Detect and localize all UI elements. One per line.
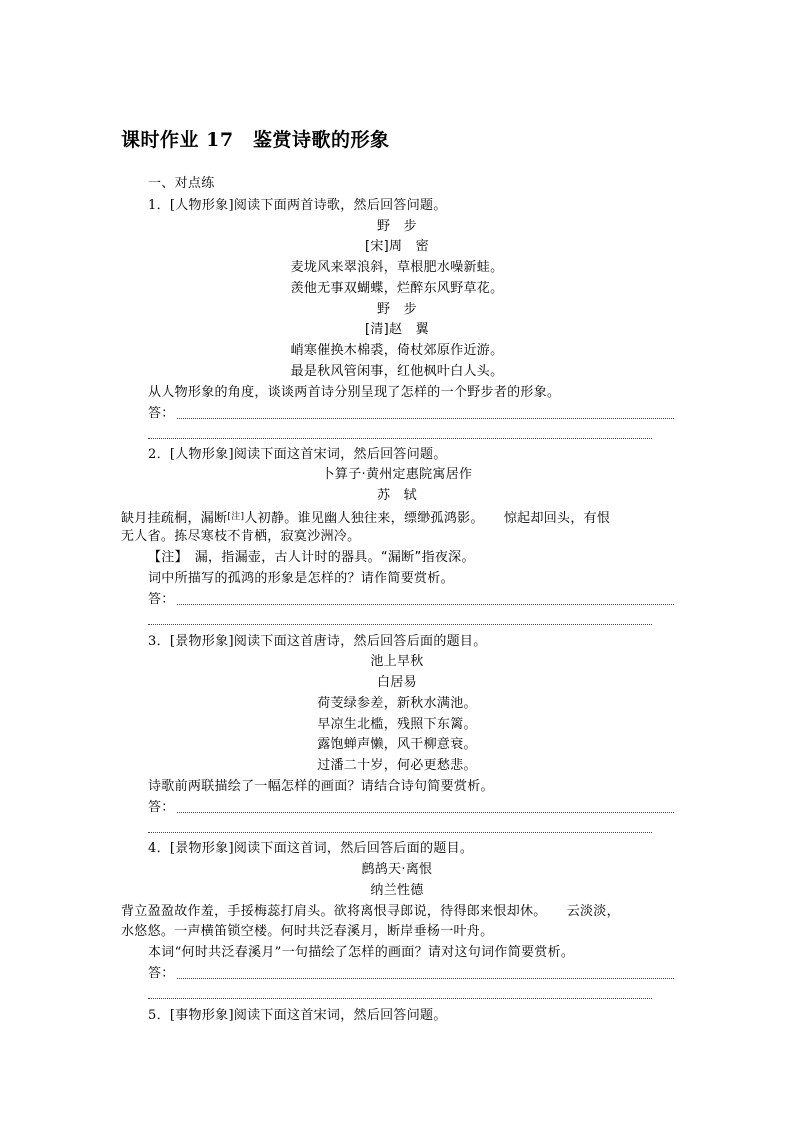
q2-poem-text-line2: 无人省。拣尽寒枝不肯栖，寂寞沙洲冷。 xyxy=(121,529,361,544)
q4-stem: 4．[景物形象]阅读下面这首词，然后回答后面的题目。 xyxy=(148,841,474,856)
q4-question: 本词“何时共泛春溪月”一句描绘了怎样的画面？请对这句词作简要赏析。 xyxy=(148,945,575,960)
q2-stem: 2．[人物形象]阅读下面这首宋词，然后回答问题。 xyxy=(148,447,447,462)
answer-line[interactable] xyxy=(148,438,652,439)
q3-poem-line: 早凉生北槛，残照下东篱。 xyxy=(317,717,477,732)
q1-poem1-line: 麦垅风来翠浪斜，草根肥水噪新蛙。 xyxy=(290,260,504,275)
answer-line[interactable] xyxy=(148,624,652,625)
q1-poem1-line: 羡他无事双蝴蝶，烂醉东风野草花。 xyxy=(290,281,504,296)
answer-label: 答： xyxy=(148,800,175,815)
q4-poem-author: 纳兰性德 xyxy=(370,883,424,898)
q1-poem2-line: 峭寒催换木棉裘，倚杖郊原作近游。 xyxy=(290,343,504,358)
q3-poem-line: 过潘二十岁，何必更愁悲。 xyxy=(317,758,477,773)
q3-stem: 3．[景物形象]阅读下面这首唐诗，然后回答后面的题目。 xyxy=(148,634,487,649)
answer-line[interactable] xyxy=(148,998,652,999)
q3-poem-line: 荷芰绿参差，新秋水满池。 xyxy=(317,696,477,711)
q3-poem-line: 露饱蝉声懒，风干柳意衰。 xyxy=(317,737,477,752)
q1-poem2-title: 野 步 xyxy=(377,302,417,317)
q1-poem1-title: 野 步 xyxy=(377,219,417,234)
answer-line[interactable] xyxy=(177,604,674,605)
page-title: 课时作业 17 鉴赏诗歌的形象 xyxy=(121,129,390,151)
q4-poem-text-line1: 背立盈盈故作羞，手挼梅蕊打肩头。欲将离恨寻郎说，待得郎来恨却休。 云淡淡， xyxy=(121,904,620,919)
q1-poem2-line: 最是秋风管闲事，红他枫叶白人头。 xyxy=(290,364,504,379)
q4-poem-text-line2: 水悠悠。一声横笛锁空楼。何时共泛春溪月，断岸垂杨一叶舟。 xyxy=(121,924,494,939)
section-heading: 一、对点练 xyxy=(148,176,215,191)
answer-line[interactable] xyxy=(177,978,674,979)
q1-poem2-author: [清]赵 翼 xyxy=(365,322,429,337)
q2-note: 【注】 漏，指漏壶，古人计时的器具。“漏断”指夜深。 xyxy=(148,550,475,565)
answer-line[interactable] xyxy=(148,832,652,833)
q4-poem-title: 鹧鸪天·离恨 xyxy=(361,862,433,877)
q2-poem-text-part: 缺月挂疏桐，漏断 xyxy=(121,511,228,526)
answer-line[interactable] xyxy=(177,812,674,813)
q2-poem-title: 卜算子·黄州定惠院寓居作 xyxy=(321,467,473,482)
q3-poem-author: 白居易 xyxy=(377,675,417,690)
q3-poem-title: 池上早秋 xyxy=(370,654,424,669)
q5-stem: 5．[事物形象]阅读下面这首宋词，然后回答问题。 xyxy=(148,1008,447,1023)
q2-question: 词中所描写的孤鸿的形象是怎样的？请作简要赏析。 xyxy=(148,571,454,586)
answer-label: 答： xyxy=(148,592,175,607)
note-marker: [注] xyxy=(227,512,245,522)
answer-label: 答： xyxy=(148,406,175,421)
q2-poem-text-part: 人初静。谁见幽人独往来，缥缈孤鸿影。 惊起却回头，有恨 xyxy=(244,511,611,526)
q1-poem1-author: [宋]周 密 xyxy=(365,239,429,254)
q2-poem-text-line1 xyxy=(121,509,610,527)
q1-stem: 1．[人物形象]阅读下面两首诗歌，然后回答问题。 xyxy=(148,198,447,213)
q3-question: 诗歌前两联描绘了一幅怎样的画面？请结合诗句简要赏析。 xyxy=(148,779,494,794)
q2-poem-author: 苏 轼 xyxy=(377,488,417,503)
answer-label: 答： xyxy=(148,966,175,981)
answer-line[interactable] xyxy=(177,418,674,419)
q1-question: 从人物形象的角度，谈谈两首诗分别呈现了怎样的一个野步者的形象。 xyxy=(148,385,561,400)
